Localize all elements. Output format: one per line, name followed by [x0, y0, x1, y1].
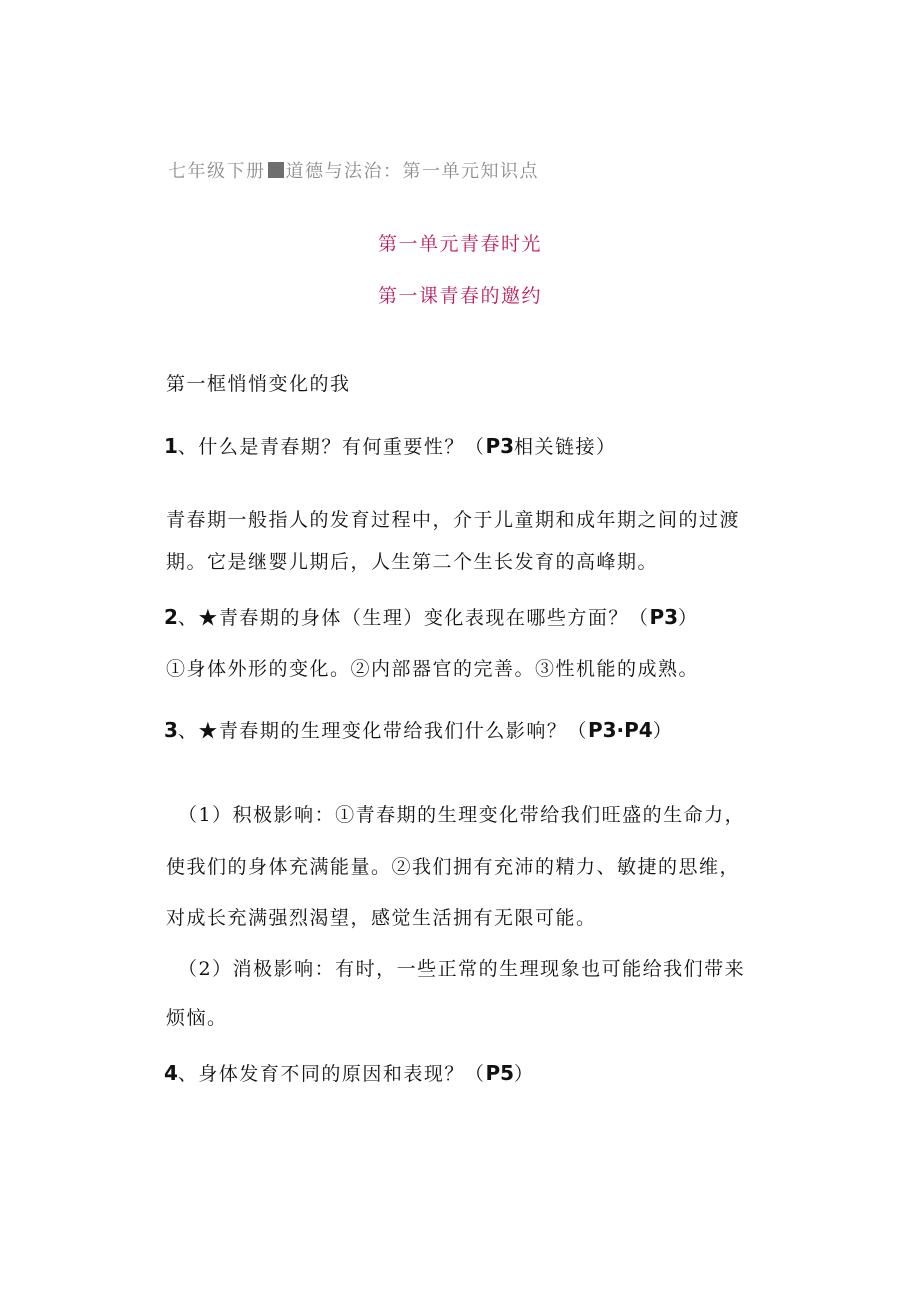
question-2	[164, 605, 699, 630]
question-number: 2	[164, 605, 178, 629]
question-tail: ）	[678, 607, 699, 629]
question-tail: ）	[652, 720, 674, 742]
lesson-title: 第一课青春的邀约	[377, 285, 542, 307]
document-header	[168, 160, 539, 184]
answer-3-line-2: 使我们的身体充满能量。②我们拥有充沛的精力、敏捷的思维，	[166, 856, 741, 878]
header-separator-block	[268, 162, 284, 178]
question-3	[164, 718, 673, 743]
question-tail: 相关链接）	[514, 436, 617, 458]
answer-3-line-4: （2）消极影响：有时，一些正常的生理现象也可能给我们带来	[178, 958, 746, 980]
page-reference: P3·P4	[587, 718, 653, 742]
question-text: 、★青春期的身体（生理）变化表现在哪些方面？（	[177, 607, 650, 629]
section-title: 第一框悄悄变化的我	[166, 373, 351, 395]
answer-3-line-1: （1）积极影响：①青春期的生理变化带给我们旺盛的生命力，	[178, 804, 746, 826]
header-grade: 七年级下册	[168, 161, 266, 182]
question-number: 4	[164, 1061, 178, 1085]
question-number: 1	[164, 434, 178, 458]
answer-3-line-3: 对成长充满强烈渴望，感觉生活拥有无限可能。	[166, 907, 597, 929]
question-text: 、身体发育不同的原因和表现？（	[177, 1063, 486, 1085]
answer-2: ①身体外形的变化。②内部器官的完善。③性机能的成熟。	[166, 658, 700, 680]
page-reference: P3	[485, 434, 515, 458]
page-reference: P3	[649, 605, 679, 629]
answer-3-line-5: 烦恼。	[166, 1007, 228, 1029]
question-text: 、★青春期的生理变化带给我们什么影响？（	[177, 720, 588, 742]
question-1	[164, 434, 617, 459]
unit-title: 第一单元青春时光	[377, 233, 542, 255]
page-reference: P5	[485, 1061, 515, 1085]
question-tail: ）	[514, 1063, 535, 1085]
answer-1-line-1: 青春期一般指人的发育过程中，介于儿童期和成年期之间的过渡	[166, 509, 741, 531]
question-4	[164, 1061, 535, 1086]
header-subject: 道德与法治：第一单元知识点	[285, 161, 539, 182]
question-text: 、什么是青春期？有何重要性？（	[177, 436, 486, 458]
answer-1-line-2: 期。它是继婴儿期后，人生第二个生长发育的高峰期。	[166, 551, 659, 573]
question-number: 3	[164, 718, 178, 742]
